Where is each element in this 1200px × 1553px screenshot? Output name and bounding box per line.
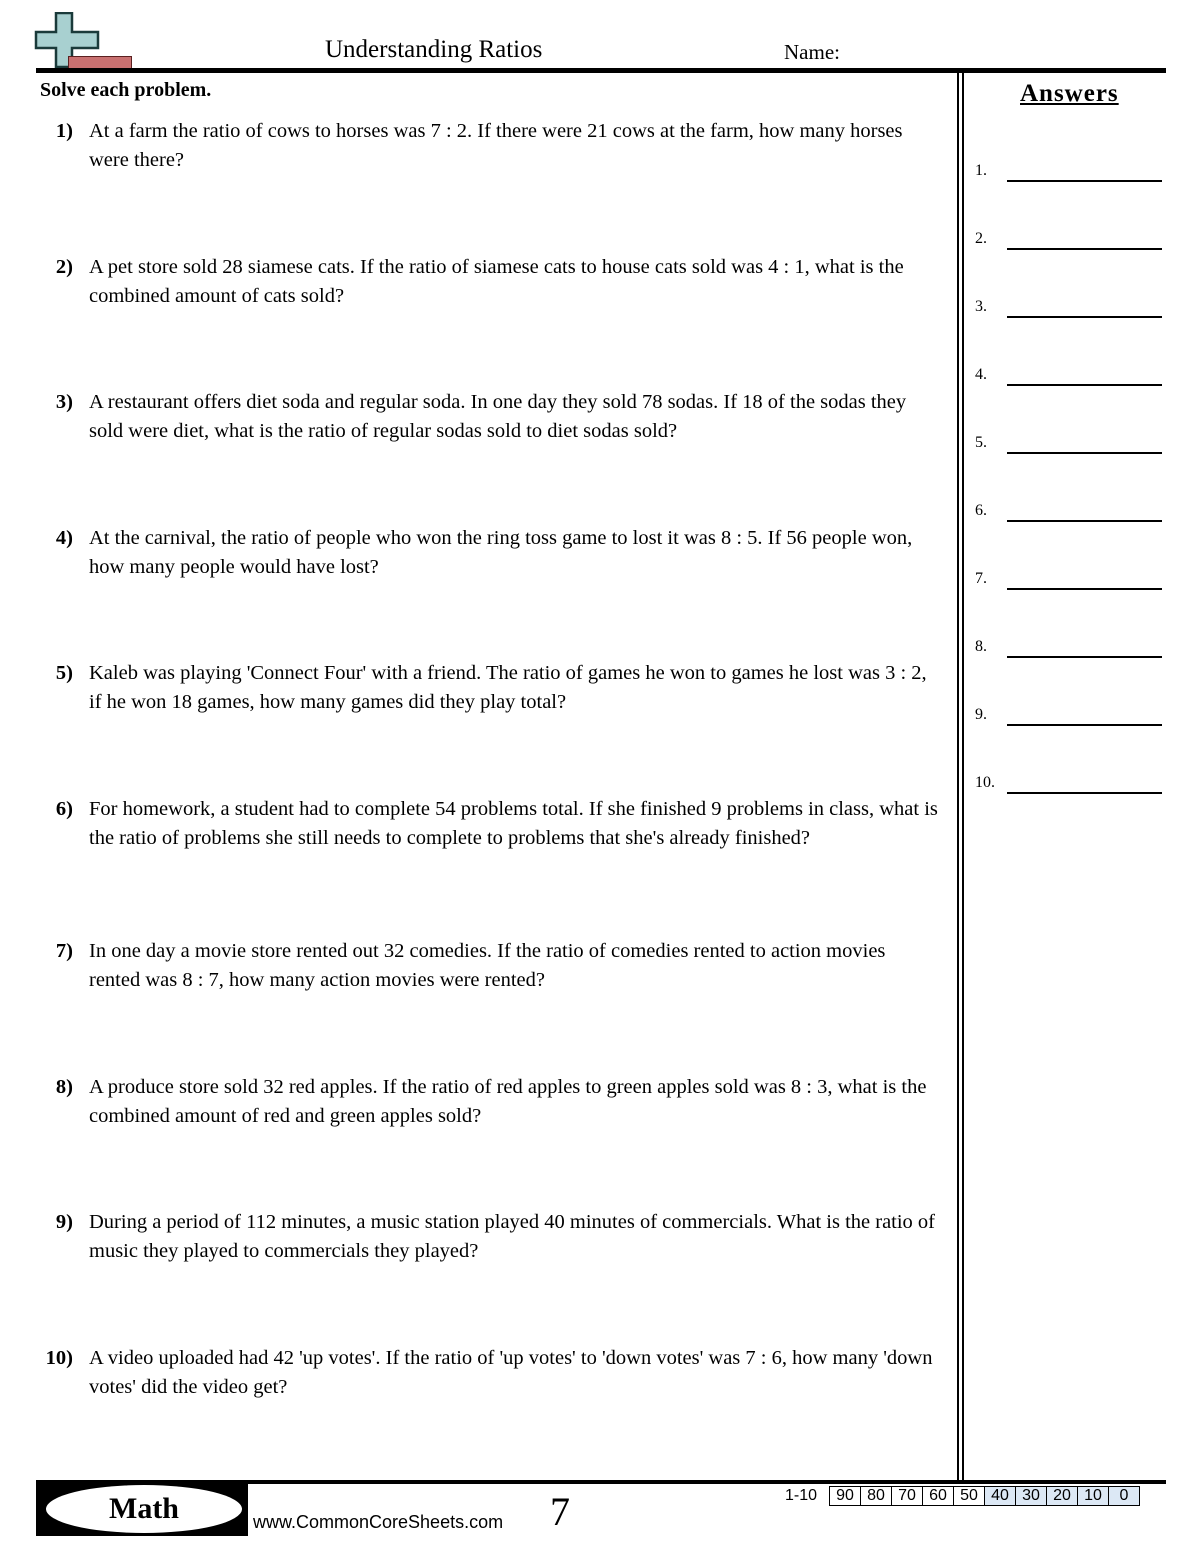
score-cell: 60 xyxy=(922,1486,954,1506)
score-cell: 90 xyxy=(829,1486,861,1506)
instructions: Solve each problem. xyxy=(40,79,212,101)
site-url: www.CommonCoreSheets.com xyxy=(253,1512,504,1532)
problem-item xyxy=(36,524,941,581)
problem-number: 4) xyxy=(55,527,73,549)
answer-line xyxy=(1007,792,1162,794)
score-cell: 30 xyxy=(1015,1486,1047,1506)
answer-line xyxy=(1007,384,1162,386)
answer-line xyxy=(1007,248,1162,250)
column-divider xyxy=(962,72,964,1482)
answer-label: 1. xyxy=(975,162,987,179)
problem-text: A video uploaded had 42 'up votes'. If the ratio of 'up votes' to 'down votes' was 7 : 6, how many 'down votes' did the video get? xyxy=(89,1347,933,1398)
problem-number: 8) xyxy=(55,1076,73,1098)
score-table xyxy=(830,1486,1140,1506)
header-rule xyxy=(36,68,1166,73)
problem-text: During a period of 112 minutes, a music station played 40 minutes of commercials. What is the ratio of music they played to commercials they played? xyxy=(89,1211,936,1262)
problem-text: At the carnival, the ratio of people who won the ring toss game to lost it was 8 : 5. If 56 people won, how many people would have lost? xyxy=(89,527,913,578)
score-cell: 80 xyxy=(860,1486,892,1506)
worksheet-title: Understanding Ratios xyxy=(325,36,543,63)
answer-label: 10. xyxy=(975,774,995,791)
problem-item xyxy=(36,1344,941,1401)
page-number: 7 xyxy=(550,1489,570,1534)
answer-label: 7. xyxy=(975,570,987,587)
problem-item xyxy=(36,117,941,174)
answer-line xyxy=(1007,180,1162,182)
problem-number: 10) xyxy=(45,1347,73,1369)
answer-label: 9. xyxy=(975,706,987,723)
score-cell: 10 xyxy=(1077,1486,1109,1506)
answer-label: 6. xyxy=(975,502,987,519)
name-label: Name: xyxy=(784,40,840,64)
problem-number: 1) xyxy=(55,120,73,142)
problem-number: 5) xyxy=(55,662,73,684)
answer-blank[interactable] xyxy=(975,220,1165,250)
answer-label: 4. xyxy=(975,366,987,383)
answer-blank[interactable] xyxy=(975,152,1165,182)
answer-label: 8. xyxy=(975,638,987,655)
problem-number: 6) xyxy=(55,798,73,820)
problem-text: A pet store sold 28 siamese cats. If the ratio of siamese cats to house cats sold was 4 : 1, what is the combined amount of cats sold? xyxy=(89,256,904,307)
answer-blank[interactable] xyxy=(975,764,1165,794)
answer-line xyxy=(1007,316,1162,318)
problem-number: 2) xyxy=(55,256,73,278)
problem-text: For homework, a student had to complete 54 problems total. If she finished 9 problems in class, what is the ratio of problems she still needs to complete to problems that she's already finished? xyxy=(89,798,938,849)
problem-text: At a farm the ratio of cows to horses was 7 : 2. If there were 21 cows at the farm, how many horses were there? xyxy=(89,120,903,171)
score-cell: 0 xyxy=(1108,1486,1140,1506)
answer-line xyxy=(1007,452,1162,454)
answer-label: 5. xyxy=(975,434,987,451)
problem-number: 7) xyxy=(55,940,73,962)
answer-label: 3. xyxy=(975,298,987,315)
answer-blank[interactable] xyxy=(975,424,1165,454)
answer-blank[interactable] xyxy=(975,492,1165,522)
answer-blank[interactable] xyxy=(975,560,1165,590)
problem-item xyxy=(36,388,941,445)
answer-line xyxy=(1007,656,1162,658)
problem-item xyxy=(36,253,941,310)
answer-blank[interactable] xyxy=(975,288,1165,318)
answer-blank[interactable] xyxy=(975,356,1165,386)
score-cell: 70 xyxy=(891,1486,923,1506)
score-range-label: 1-10 xyxy=(785,1487,818,1504)
subject-label: Math xyxy=(46,1485,242,1533)
problem-number: 3) xyxy=(55,391,73,413)
problem-item xyxy=(36,795,941,852)
problem-item xyxy=(36,937,941,994)
problem-text: In one day a movie store rented out 32 comedies. If the ratio of comedies rented to action movies rented was 8 : 7, how many action movies were rented? xyxy=(89,940,886,991)
problem-item xyxy=(36,659,941,716)
answer-line xyxy=(1007,588,1162,590)
answer-label: 2. xyxy=(975,230,987,247)
answer-blank[interactable] xyxy=(975,696,1165,726)
problem-item xyxy=(36,1073,941,1130)
answer-line xyxy=(1007,724,1162,726)
column-divider xyxy=(957,72,959,1482)
score-cell: 40 xyxy=(984,1486,1016,1506)
problem-item xyxy=(36,1208,941,1265)
score-cell: 50 xyxy=(953,1486,985,1506)
answers-title: Answers xyxy=(1020,80,1119,107)
problem-text: A restaurant offers diet soda and regular soda. In one day they sold 78 sodas. If 18 of the sodas they sold were diet, what is the ratio of regular sodas sold to diet sodas sold? xyxy=(89,391,907,442)
answer-blank[interactable] xyxy=(975,628,1165,658)
score-cell: 20 xyxy=(1046,1486,1078,1506)
problem-text: Kaleb was playing 'Connect Four' with a friend. The ratio of games he won to games he lost was 3 : 2, if he won 18 games, how many games did they play total? xyxy=(89,662,927,713)
answer-line xyxy=(1007,520,1162,522)
problem-number: 9) xyxy=(55,1211,73,1233)
problem-text: A produce store sold 32 red apples. If the ratio of red apples to green apples sold was 8 : 3, what is the combined amount of red and green apples sold? xyxy=(89,1076,927,1127)
